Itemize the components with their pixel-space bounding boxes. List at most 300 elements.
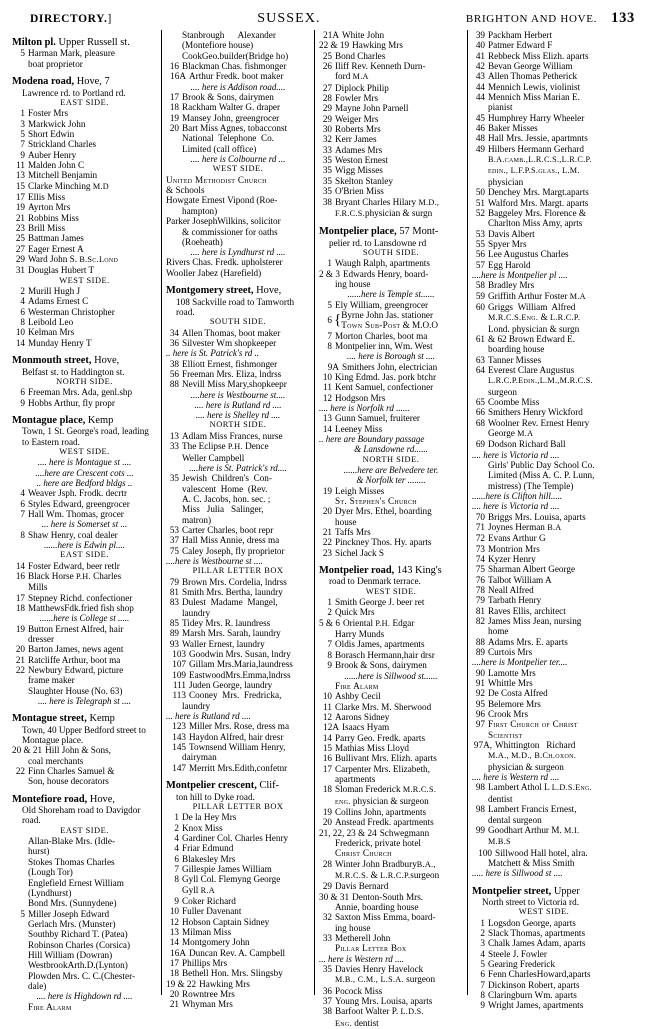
entry-text: White John <box>342 30 385 40</box>
directory-entry <box>472 740 616 750</box>
entry-continuation: ing house <box>335 278 371 289</box>
entry-text: Bryant Charles Hilary M.D., <box>335 196 440 207</box>
entry-number: 5 <box>20 48 25 59</box>
entry-text: Parry Geo. Fredk. aparts <box>335 732 426 743</box>
cross-street-note: ......here are Belvedere ter. <box>343 465 439 475</box>
entry-number: 21 <box>322 526 332 537</box>
entry-text: Clarke Minching M.D <box>28 180 109 191</box>
entry-text: Woolner Rev. Ernest Henry <box>488 417 590 428</box>
entry-text: Dickinson Robert, aparts <box>488 979 580 990</box>
running-head-right-label: BRIGHTON AND HOVE. <box>465 13 598 25</box>
entry-text: WestbrookArth.D.(Lynton) <box>28 960 128 971</box>
directory-entry <box>12 244 157 254</box>
entry-number: 22 & 19 <box>319 40 350 51</box>
entry-text: Spyer Mrs <box>488 238 527 249</box>
directory-entry <box>166 546 310 556</box>
directory-entry <box>319 393 463 403</box>
entry-continuation: boarding house <box>488 344 545 355</box>
entry-text: Saxton Miss Emma, board- <box>335 912 436 923</box>
entry-continuation: George M.A <box>488 428 534 439</box>
directory-entry <box>319 258 463 268</box>
entry-text: Foster Edward, beer retlr <box>28 560 120 571</box>
directory-entry <box>472 688 616 698</box>
street-extent: Old Shoreham road to Davigdor road. <box>22 805 141 826</box>
entry-number: 20 <box>322 817 332 828</box>
cross-street-note: .... here is Norfolk rd ...... <box>319 403 410 414</box>
entry-text: Winter John BradburyB.A., <box>335 858 436 869</box>
directory-entry <box>12 398 157 408</box>
directory-entry <box>319 933 463 943</box>
entry-continuation: ford M.A <box>335 71 369 82</box>
entry-continuation: home <box>488 626 509 637</box>
street-extent: Lawrence rd. to Portland rd. <box>22 87 126 98</box>
entry-number: 12 <box>322 711 332 722</box>
entry-number: 111 <box>172 680 186 691</box>
street-heading-cont: Kemp <box>89 713 115 725</box>
directory-entry <box>12 192 157 202</box>
street-heading-cont: 57 Mont- <box>399 226 439 238</box>
entry-text: Shaw Henry, coal dealer <box>28 529 118 540</box>
entry-number <box>12 950 28 960</box>
side-label: NORTH SIDE. <box>362 454 420 464</box>
entry-number: 91 <box>475 678 485 689</box>
entry-number: 7 <box>327 330 332 341</box>
entry-text: Hill John & Sons, <box>45 745 111 756</box>
cross-street-note: ......here is Sillwood st...... <box>344 670 438 681</box>
entry-text: Skelton Stanley <box>335 175 393 186</box>
directory-entry <box>166 71 310 81</box>
entry-text: Davis Bernard <box>335 881 389 892</box>
entry-text: Iliff Rev. Kenneth Durn- <box>335 61 426 72</box>
entry-text: Freeman Mrs. Eliza, lndrss <box>182 368 282 379</box>
entry-continuation: & commissioner for oaths <box>182 226 278 237</box>
entry-number: 145 <box>172 742 186 753</box>
entry-number: 21 <box>15 212 25 223</box>
entry-text: Weiger Mrs <box>335 113 379 124</box>
entry-number: 69 <box>475 439 485 450</box>
entry-text: Styles Edward, greengrocer <box>28 498 130 509</box>
entry-text: Humphrey Harry Wheeler <box>488 112 585 123</box>
entry-text: Mennich Lewis, violinist <box>488 81 581 92</box>
entry-number: 44 <box>475 92 485 103</box>
entry-continuation: Frederick, private hotel <box>335 837 421 848</box>
entry-number: 98 <box>475 804 485 815</box>
directory-entry <box>472 637 616 647</box>
entry-number: 9 <box>327 660 332 671</box>
entry-number: 147 <box>172 762 186 773</box>
entry-number: 32 <box>322 134 332 145</box>
entry-continuation: Slaughter House (No. 63) <box>28 685 123 696</box>
entry-continuation: M.B., C.M., L.S.A. surgeon <box>335 974 436 985</box>
entry-number: 35 <box>322 155 332 166</box>
entry-text: Carter Charles, boot repr <box>182 524 274 535</box>
entry-number: 18 <box>169 102 179 113</box>
entry-continuation: Girls' Public Day School Co. <box>488 460 595 470</box>
entry-text: Lee Augustus Charles <box>488 249 569 260</box>
entry-number: 107 <box>172 659 186 670</box>
cross-street-note: .... here is Victoria rd .... <box>472 449 560 460</box>
entry-continuation: M.A., M.D., B.Ch.oxon. <box>488 751 577 761</box>
street-heading <box>12 76 157 87</box>
street-extent: Town, 1 St. George's road, leading to Eastern road. <box>22 426 149 447</box>
entry-number: 30 <box>322 124 332 135</box>
entry-text: Murill Hugh J <box>28 286 81 297</box>
directory-entry <box>319 124 463 134</box>
directory-entry <box>12 150 157 160</box>
directory-entry <box>472 291 616 302</box>
entry-text: Whittington Richard <box>495 740 576 751</box>
directory-entry <box>12 878 157 888</box>
directory-entry <box>12 286 157 296</box>
entry-text: Dodson Richard Ball <box>488 439 566 450</box>
entry-continuation: CookGeo.builder(Bridge ho) <box>182 50 289 61</box>
directory-entry <box>166 113 310 123</box>
directory-entry <box>472 51 616 61</box>
street-heading <box>12 794 157 805</box>
directory-entry <box>319 341 463 351</box>
street-name: Montpelier place, <box>319 226 397 238</box>
entry-number: 41 <box>475 50 485 61</box>
entry-text: Smithers John, electrician <box>342 361 438 372</box>
directory-entry <box>319 1006 463 1017</box>
entry-text: Rackham Walter G. draper <box>182 102 281 113</box>
entry-text: Merritt Mrs.Edith,confetnr <box>189 762 288 773</box>
entry-text: Malden John C <box>28 159 85 170</box>
directory-entry <box>472 949 616 959</box>
entry-continuation: dale) <box>28 980 47 991</box>
directory-entry <box>166 927 310 937</box>
street-extent: Belfast st. to Haddington st. <box>22 366 125 377</box>
entry-number: 109 <box>172 669 186 680</box>
street-name: Modena road, <box>12 76 75 88</box>
entry-text: Hawking Mrs <box>199 978 250 989</box>
entry-text: Smith Mrs. Bertha, laundry <box>182 587 283 598</box>
entry-continuation: house <box>335 516 357 527</box>
directory-entry <box>12 909 157 919</box>
entry-text: Munday Henry T <box>28 337 92 348</box>
entry-number: 16A <box>170 71 186 82</box>
street-name: Montefiore road, <box>12 793 88 805</box>
entry-text: Auber Henry <box>28 149 77 160</box>
entry-number: 52 <box>475 207 485 218</box>
entry-text: Leibold Leo <box>28 317 74 328</box>
entry-number: 76 <box>475 574 485 585</box>
entry-number: 9 <box>174 896 179 907</box>
entry-number: 72 <box>475 533 485 544</box>
directory-entry <box>12 160 157 170</box>
cross-street-note: ......here is Temple st...... <box>347 289 435 300</box>
entry-number: 21A <box>323 30 339 40</box>
cross-street-note: .... here is Montague st .... <box>37 457 132 468</box>
entry-text: Ely William, greengrocer <box>335 299 429 310</box>
entry-number: 3 <box>480 938 485 949</box>
cross-street-note: & Lansdowne rd...... <box>354 444 428 455</box>
directory-entry <box>166 473 310 483</box>
entry-number: 2 & 3 <box>319 268 340 279</box>
entry-text: Tidey Mrs. R. laundress <box>182 618 271 629</box>
entry-number: 28 <box>322 93 332 104</box>
directory-entry <box>319 527 463 537</box>
directory-entry <box>472 92 616 102</box>
entry-text: Montgomery John <box>182 937 250 948</box>
directory-entry <box>12 223 157 233</box>
directory-entry <box>166 535 310 545</box>
entry-continuation: Scientist <box>488 729 523 740</box>
directory-entry <box>472 804 616 814</box>
entry-number: 8 <box>480 990 485 1001</box>
directory-entry <box>166 379 310 389</box>
entry-text: Westerman Christopher <box>28 306 115 317</box>
entry-number: 50 <box>475 187 485 198</box>
entry-number: 5 <box>20 908 25 919</box>
directory-entry <box>12 129 157 139</box>
entry-number: 10 <box>322 691 332 702</box>
entry-text: Foster Mrs <box>28 108 69 119</box>
entry-continuation: A. C. Jacobs, hon. sec. ; <box>182 493 271 504</box>
entry-number: 1 <box>327 597 332 608</box>
entry-number: 32 <box>322 912 332 923</box>
entry-text: Freeman Mrs. Ada, genl.shp <box>28 387 133 398</box>
entry-text: Coker Richard <box>182 896 236 907</box>
directory-entry <box>472 564 616 574</box>
entry-text: Griffith Arthur Foster M.A <box>488 290 586 301</box>
side-label: PILLAR LETTER BOX <box>192 566 284 576</box>
entry-continuation: matron) <box>182 514 212 525</box>
directory-entry <box>166 102 310 112</box>
entry-number: 35 <box>169 473 179 484</box>
entry-number: 7 <box>327 639 332 650</box>
entry-text: Carpenter Mrs. Elizabeth, <box>335 763 430 774</box>
directory-entry <box>12 296 157 306</box>
entry-number: 6 <box>20 387 25 398</box>
entry-number: 6 <box>20 306 25 317</box>
directory-entry <box>319 134 463 144</box>
entry-text: Lambert Athol L L.D.S.Eng. <box>488 782 593 793</box>
entry-text: Mitchell Benjamin <box>28 170 98 181</box>
street-heading <box>319 565 463 576</box>
entry-number: 48 <box>475 133 485 144</box>
entry-number: 64 <box>475 364 485 375</box>
entry-text: Hodgson Mrs <box>335 392 386 403</box>
entry-text: Wright James, apartments <box>488 1000 584 1011</box>
entry-continuation: dentist <box>488 793 513 804</box>
entry-text: Schwegmann <box>379 827 430 838</box>
directory-entry <box>166 639 310 649</box>
entry-text: Miller Joseph Edward <box>28 908 110 919</box>
entry-text: Jewish Children's Con- <box>182 473 272 484</box>
entry-number: 14 <box>15 560 25 571</box>
entry-line: Rivers Chas. Fredk. upholsterer <box>166 257 283 268</box>
entry-continuation: Lond. physician & surgn <box>488 323 580 334</box>
entry-text: Oriental P.H. Edgar <box>342 617 415 628</box>
entry-number: 35 <box>322 964 332 975</box>
entry-number: 59 <box>475 290 485 301</box>
directory-entry <box>319 114 463 124</box>
entry-text: Isaacs Hyam <box>342 722 390 733</box>
directory-entry <box>472 1000 616 1010</box>
entry-text: Whyman Mrs <box>182 999 233 1010</box>
entry-number: 17 <box>15 191 25 202</box>
directory-entry <box>12 139 157 149</box>
entry-number: 51 <box>475 197 485 208</box>
entry-text: Black Horse P.H. Charles <box>28 570 122 581</box>
directory-entry <box>472 239 616 249</box>
entry-number: 78 <box>475 585 485 596</box>
entry-number: 97A, <box>473 740 492 751</box>
entry-number: 9A <box>327 361 339 372</box>
entry-text: Collins John, apartments <box>335 806 427 817</box>
entry-number: 68 <box>475 417 485 428</box>
directory-entry <box>12 48 157 58</box>
directory-entry <box>472 302 616 312</box>
entry-continuation: St. Stephen's Church <box>335 495 417 506</box>
directory-entry <box>472 397 616 407</box>
entry-text: Stepney Richd. confectioner <box>28 592 133 603</box>
entry-text: Barfoot Walter P. L.D.S. <box>335 1006 424 1017</box>
cross-street-note: .... here is Rutland rd .... <box>194 399 282 410</box>
entry-text: Leigh Misses <box>335 485 385 496</box>
entry-text: Hill William (Dowran) <box>28 949 113 960</box>
entry-number: 17 <box>169 958 179 969</box>
street-heading <box>12 355 157 366</box>
directory-entry <box>166 948 310 958</box>
directory-entry <box>166 577 310 587</box>
entry-number: 35 <box>322 165 332 176</box>
entry-number: 19 <box>15 202 25 213</box>
entry-text: Douglas Hubert T <box>28 265 95 276</box>
directory-entry <box>472 668 616 678</box>
directory-entry <box>472 782 616 793</box>
side-label: EAST SIDE. <box>60 550 109 560</box>
entry-text: Claringburn Wm. aparts <box>488 990 577 1001</box>
directory-entry <box>166 328 310 338</box>
directory-entry <box>12 317 157 327</box>
directory-entry <box>12 950 157 960</box>
entry-number: 19 <box>169 112 179 123</box>
entry-number: 4 <box>20 296 25 307</box>
entry-text: Griggs William Alfred <box>488 301 576 312</box>
directory-entry <box>166 968 310 978</box>
entry-number: 10 <box>15 327 25 338</box>
directory-column-2 <box>161 30 314 1010</box>
running-head-bracket: ] <box>107 13 112 25</box>
entry-continuation: (Lough Tor) <box>28 867 73 878</box>
entry-line: Parker JosephWilkins, solicitor <box>166 216 281 227</box>
entry-text: Adams Ernest C <box>28 296 89 307</box>
entry-continuation: boat proprietor <box>28 58 83 69</box>
directory-entry <box>319 103 463 113</box>
directory-entry <box>166 812 310 822</box>
entry-text: Knox Miss <box>182 822 223 833</box>
entry-text: Brill Miss <box>28 222 66 233</box>
street-name: Montague street, <box>12 713 87 725</box>
entry-text: Bevan George William <box>488 61 573 72</box>
directory-entry <box>12 202 157 212</box>
directory-entry <box>472 616 616 626</box>
entry-number: 88 <box>169 379 179 390</box>
directory-entry <box>166 670 310 680</box>
directory-entry <box>319 413 463 423</box>
entry-text: Brook & Sons, dairymen <box>182 92 274 103</box>
directory-entry <box>319 186 463 196</box>
entry-text: Borasch Hermann,hair drsr <box>335 649 435 660</box>
entry-number: 99 <box>475 824 485 835</box>
directory-entry <box>319 722 463 732</box>
directory-entry <box>472 918 616 928</box>
entry-number: 8 <box>20 529 25 540</box>
entry-text: Dyer Mrs. Ethel, boarding <box>335 506 432 517</box>
entry-number: 75 <box>169 545 179 556</box>
entry-text: Lambert Francis Ernest, <box>488 804 577 815</box>
entry-text: Crook Mrs <box>488 709 529 720</box>
street-name: Milton pl. <box>12 37 56 48</box>
cross-street-note: ....here is Montpelier pl .... <box>472 269 568 280</box>
directory-entry <box>472 585 616 595</box>
entry-text: Bethell Hon. Mrs. Slingsby <box>182 968 283 979</box>
entry-text: Silvester Wm shopkeeper <box>182 337 277 348</box>
entry-number: 13 <box>169 430 179 441</box>
entry-number: 3 <box>20 118 25 129</box>
entry-number: 16 <box>15 570 25 581</box>
directory-entry <box>319 712 463 722</box>
entry-text: Southby Richard T. (Patea) <box>28 929 128 940</box>
entry-number: 13 <box>322 413 332 424</box>
entry-text: Roberts Mrs <box>335 124 381 135</box>
entry-number: 13 <box>169 927 179 938</box>
directory-entry <box>472 938 616 948</box>
directory-entry <box>472 249 616 259</box>
directory-entry <box>319 743 463 753</box>
directory-entry <box>12 387 157 397</box>
entry-line: Wooller Jabez (Harefield) <box>166 267 262 278</box>
entry-text: Hawking Mrs <box>352 40 403 51</box>
directory-entry <box>319 424 463 434</box>
entry-number: 12A <box>323 722 339 733</box>
entry-number: 66 <box>475 407 485 418</box>
entry-number: 33 <box>322 933 332 944</box>
entry-text: Waller Ernest, laundry <box>182 638 265 649</box>
entry-number: 22 <box>322 537 332 548</box>
entry-number: 20 <box>322 506 332 517</box>
directory-entry <box>472 133 616 143</box>
entry-text: Neall Alfred <box>488 585 534 596</box>
entry-number: 82 <box>475 616 485 627</box>
directory-entry <box>166 628 310 638</box>
entry-continuation: physician <box>488 176 524 187</box>
directory-entry <box>166 823 310 833</box>
entry-continuation: mistress) (The Temple) <box>488 480 574 491</box>
cross-street-note: .... here is Addison road.... <box>190 81 286 92</box>
entry-text: Quick Mrs <box>335 607 375 618</box>
entry-number: 40 <box>475 40 485 51</box>
entry-number: 5 <box>20 128 25 139</box>
directory-entry <box>319 650 463 660</box>
entry-number: 18 <box>169 968 179 979</box>
entry-number: 53 <box>475 228 485 239</box>
entry-continuation: Miss Julia Salinger, <box>182 504 264 515</box>
entry-text: Ratcliffe Arthur, boot ma <box>28 654 121 665</box>
entry-number: 7 <box>20 508 25 519</box>
directory-entry <box>166 896 310 906</box>
entry-text: Allen Thomas, boot maker <box>182 327 281 338</box>
directory-column-1 <box>8 30 161 1012</box>
directory-entry <box>319 964 463 974</box>
directory-entry <box>472 709 616 719</box>
entry-number: 18 <box>15 603 25 614</box>
directory-entry <box>12 745 157 755</box>
directory-entry <box>319 753 463 763</box>
entry-number: 1 <box>20 108 25 119</box>
